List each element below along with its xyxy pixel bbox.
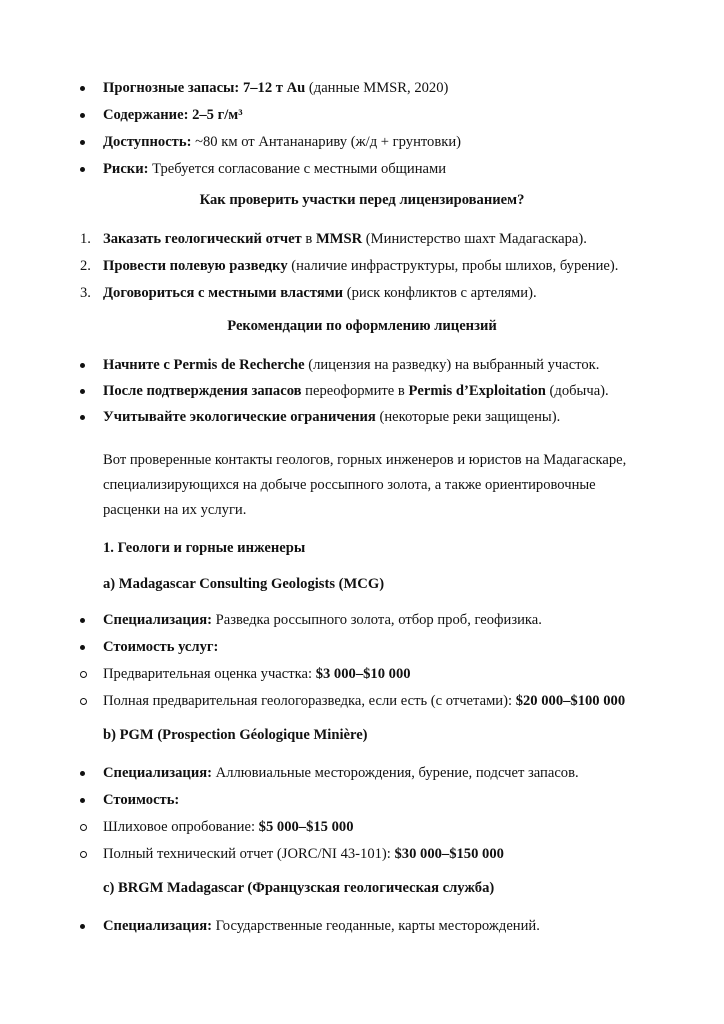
step-text-3: Договориться с местными властями (риск конфликтов с артелями). [103, 285, 537, 301]
intro-paragraph: Вот проверенные контакты геологов, горных инженеров и юристов на Мадагаскаре, специализирующихся на добыче россыпного золота, а также ориентировочные расценки на их услуги. [103, 452, 627, 518]
mcg-item-1: Предварительная оценка участка: $3 000–$10 000 [103, 666, 411, 682]
step-text-2: Провести полевую разведку (наличие инфраструктуры, пробы шлихов, бурение). [103, 258, 619, 274]
pgm-item-2: Полный технический отчет (JORC/NI 43-101): $30 000–$150 000 [103, 846, 504, 862]
bullet-text-2: Содержание: 2–5 г/м³ [103, 107, 243, 123]
rec-text-1: Начните с Permis de Recherche (лицензия на разведку) на выбранный участок. [103, 357, 600, 373]
step-number-3: 3. [80, 285, 91, 301]
bullet-text-3: Доступность: ~80 км от Антананариву (ж/д + грунтовки) [103, 134, 462, 150]
mcg-item-2: Полная предварительная геологоразведка, если есть (с отчетами): $20 000–$100 000 [103, 693, 626, 709]
rec-text-2: После подтверждения запасов переоформите в Permis d’Exploitation (добыча). [103, 383, 609, 399]
pgm-cost-label: Стоимость: [103, 792, 180, 808]
brgm-spec: Специализация: Государственные геоданные, карты месторождений. [103, 918, 540, 934]
pgm-item-1: Шлиховое опробование: $5 000–$15 000 [103, 819, 354, 835]
step-number-2: 2. [80, 258, 91, 274]
section-title-geologists: 1. Геологи и горные инженеры [103, 540, 306, 556]
bullet-text-1: Прогнозные запасы: 7–12 т Au (данные MMSR, 2020) [103, 80, 449, 96]
bullet-text-4: Риски: Требуется согласование с местными общинами [103, 161, 447, 177]
step-number-1: 1. [80, 231, 91, 247]
heading-recommendations: Рекомендации по оформлению лицензий [227, 318, 497, 334]
pgm-title: b) PGM (Prospection Géologique Minière) [103, 727, 368, 743]
mcg-spec: Специализация: Разведка россыпного золота, отбор проб, геофизика. [103, 612, 542, 628]
step-text-1: Заказать геологический отчет в MMSR (Министерство шахт Мадагаскара). [103, 231, 587, 247]
mcg-cost-label: Стоимость услуг: [103, 639, 219, 655]
rec-text-3: Учитывайте экологические ограничения (некоторые реки защищены). [103, 409, 561, 425]
brgm-title: c) BRGM Madagascar (Французская геологическая служба) [103, 880, 495, 896]
heading-check: Как проверить участки перед лицензированием? [199, 192, 525, 208]
mcg-title: a) Madagascar Consulting Geologists (MCG) [103, 576, 385, 592]
pgm-spec: Специализация: Аллювиальные месторождения, бурение, подсчет запасов. [103, 765, 579, 781]
